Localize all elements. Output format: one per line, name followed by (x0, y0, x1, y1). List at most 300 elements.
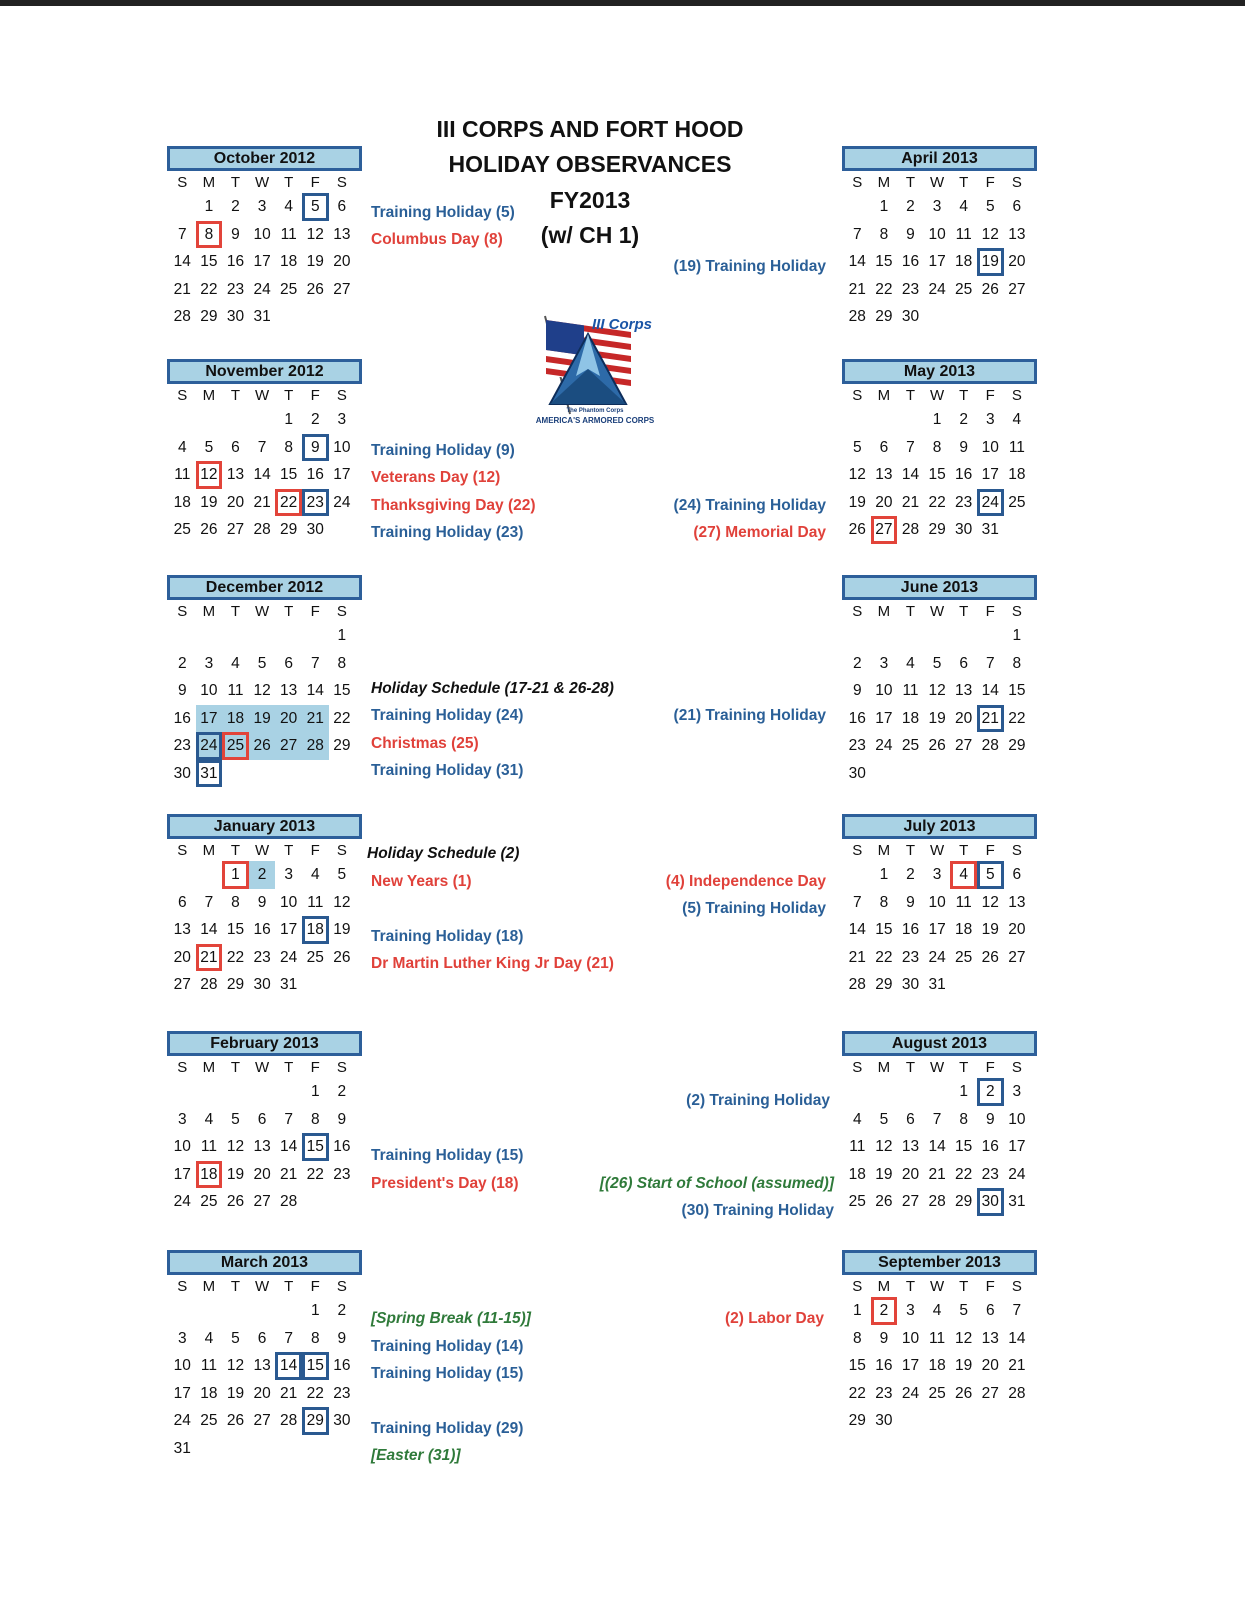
day-grid (842, 406, 1037, 544)
day-cell: 23 (875, 1384, 893, 1402)
month-header: January 2013 (167, 814, 362, 839)
day-cell: 9 (852, 682, 862, 699)
empty-day (924, 622, 951, 650)
weekday-label: T (230, 387, 241, 404)
weekday-label: T (230, 1278, 241, 1295)
day-cell-holiday-schedule: 26 (249, 732, 276, 760)
day-cell: 8 (959, 1110, 968, 1128)
day-cell: 14 (173, 253, 191, 270)
day-cell: 6 (985, 1302, 995, 1319)
month-header: November 2012 (167, 359, 362, 384)
day-cell: 7 (177, 225, 187, 243)
day-cell: 1 (337, 627, 347, 644)
weekday-label: S (336, 174, 347, 191)
month-may-2013 (842, 359, 1037, 544)
note-may-2: (27) Memorial Day (693, 524, 826, 541)
day-cell: 3 (257, 198, 267, 215)
weekday-label: S (1011, 1059, 1022, 1076)
day-cell: 7 (906, 438, 915, 456)
weekday-label: T (905, 1278, 916, 1295)
day-cell: 11 (307, 893, 324, 911)
day-cell: 13 (280, 682, 298, 699)
day-cell: 25 (901, 737, 920, 754)
day-cell-training-holiday: 23 (302, 489, 329, 517)
day-cell: 5 (959, 1302, 968, 1319)
month-header: April 2013 (842, 146, 1037, 171)
day-cell: 27 (173, 976, 191, 993)
weekday-label: S (177, 842, 188, 859)
weekday-row (167, 1058, 362, 1078)
weekday-label: T (959, 387, 969, 404)
day-cell: 6 (959, 654, 968, 672)
day-cell: 29 (955, 1193, 973, 1210)
day-cell: 17 (928, 921, 946, 938)
day-cell: 31 (928, 976, 946, 993)
month-august-2013 (842, 1031, 1037, 1216)
day-cell: 26 (200, 521, 218, 538)
day-cell: 3 (177, 1329, 187, 1347)
day-cell: 1 (1012, 627, 1022, 644)
empty-day (222, 1078, 249, 1106)
empty-day (169, 861, 196, 889)
weekday-row (842, 602, 1037, 622)
day-cell: 14 (848, 921, 866, 938)
empty-day (924, 1078, 951, 1106)
day-cell: 6 (284, 654, 293, 672)
day-cell: 11 (955, 893, 972, 911)
day-cell: 6 (879, 438, 889, 456)
day-cell: 30 (901, 308, 920, 325)
day-cell: 17 (928, 253, 946, 270)
day-grid (842, 1078, 1037, 1216)
weekday-label: M (202, 387, 216, 404)
weekday-label: F (310, 1278, 320, 1295)
day-cell: 20 (981, 1357, 999, 1374)
day-cell: 13 (901, 1138, 920, 1155)
day-cell: 20 (901, 1165, 920, 1183)
day-cell: 19 (226, 1165, 245, 1183)
day-grid (167, 193, 362, 331)
day-cell: 12 (306, 225, 324, 243)
day-cell: 3 (177, 1110, 187, 1128)
note-jan-2: New Years (1) (371, 873, 472, 890)
weekday-label: T (230, 1059, 241, 1076)
day-cell-federal-holiday: 21 (196, 944, 223, 972)
day-cell: 7 (310, 654, 320, 672)
day-cell: 20 (226, 493, 245, 511)
day-cell: 24 (875, 737, 893, 754)
day-cell: 12 (928, 682, 946, 699)
weekday-label: T (230, 174, 241, 191)
month-july-2013 (842, 814, 1037, 999)
day-cell: 4 (204, 1329, 214, 1347)
day-cell: 26 (226, 1412, 245, 1429)
weekday-row (842, 386, 1037, 406)
weekday-label: T (284, 1059, 294, 1076)
day-cell: 16 (848, 709, 866, 727)
empty-day (844, 406, 871, 434)
day-cell: 15 (875, 253, 893, 270)
day-cell: 8 (337, 654, 347, 672)
day-cell: 8 (231, 893, 240, 911)
day-cell: 3 (337, 411, 347, 428)
day-cell-federal-holiday: 25 (222, 732, 249, 760)
weekday-label: F (310, 603, 320, 620)
empty-day (844, 193, 871, 221)
day-cell: 30 (333, 1412, 351, 1429)
weekday-label: M (202, 603, 216, 620)
day-cell: 13 (1008, 225, 1026, 243)
day-cell: 25 (306, 948, 324, 966)
weekday-label: T (230, 842, 241, 859)
weekday-label: W (254, 842, 270, 859)
note-nov-3: Thanksgiving Day (22) (371, 497, 536, 514)
title-line-3: FY2013 (549, 187, 631, 213)
day-cell: 12 (226, 1138, 245, 1155)
weekday-row (167, 602, 362, 622)
day-cell: 9 (906, 893, 915, 911)
day-cell: 15 (333, 682, 351, 699)
empty-day (275, 622, 302, 650)
day-cell: 7 (204, 893, 214, 911)
day-cell: 16 (981, 1138, 999, 1155)
empty-day (169, 193, 196, 221)
day-cell: 11 (902, 682, 919, 699)
day-cell: 19 (928, 709, 946, 727)
day-cell: 6 (257, 1329, 267, 1347)
day-cell: 19 (848, 493, 866, 511)
empty-day (196, 861, 223, 889)
day-cell: 24 (280, 948, 298, 966)
weekday-label: T (905, 1059, 916, 1076)
day-cell: 3 (985, 411, 995, 428)
day-cell: 12 (226, 1357, 245, 1374)
day-cell: 4 (852, 1110, 862, 1128)
weekday-label: F (985, 1278, 995, 1295)
day-grid (167, 1297, 362, 1462)
day-cell: 14 (200, 921, 218, 938)
day-cell: 11 (849, 1138, 866, 1155)
weekday-label: T (284, 387, 294, 404)
weekday-label: S (1011, 1278, 1022, 1295)
day-cell: 26 (981, 948, 999, 966)
day-cell: 29 (280, 521, 298, 538)
day-cell: 2 (906, 198, 915, 215)
day-cell: 24 (901, 1384, 920, 1402)
weekday-label: T (230, 603, 241, 620)
weekday-row (842, 1058, 1037, 1078)
note-dec-1: Holiday Schedule (17-21 & 26-28) (371, 680, 614, 697)
day-cell: 30 (253, 976, 271, 993)
day-cell: 30 (901, 976, 920, 993)
day-cell: 2 (337, 1083, 347, 1100)
day-cell: 10 (875, 682, 893, 699)
weekday-label: M (877, 842, 891, 859)
day-cell: 24 (928, 948, 946, 966)
logo-sub-2: AMERICA'S ARMORED CORPS (535, 416, 655, 425)
empty-day (249, 1297, 276, 1325)
day-cell-training-holiday: 29 (302, 1407, 329, 1435)
day-cell: 7 (932, 1110, 942, 1128)
empty-day (222, 622, 249, 650)
day-cell: 3 (204, 654, 214, 672)
day-cell: 17 (981, 466, 999, 483)
day-cell-federal-holiday: 2 (871, 1297, 898, 1325)
day-cell: 19 (955, 1357, 973, 1374)
day-cell: 4 (906, 654, 915, 672)
weekday-label: S (1011, 842, 1022, 859)
empty-day (897, 406, 924, 434)
empty-day (844, 1078, 871, 1106)
day-cell: 28 (848, 308, 866, 325)
weekday-label: M (202, 1278, 216, 1295)
day-cell: 5 (985, 198, 995, 215)
weekday-label: S (336, 387, 347, 404)
empty-day (196, 622, 223, 650)
day-cell: 1 (932, 411, 942, 428)
day-cell: 12 (981, 893, 999, 911)
note-nov-1: Training Holiday (9) (371, 442, 515, 459)
day-cell: 10 (200, 682, 218, 699)
day-cell: 20 (173, 948, 191, 966)
day-cell: 18 (173, 493, 191, 511)
weekday-label: S (177, 174, 188, 191)
day-cell: 25 (200, 1412, 218, 1429)
day-grid (167, 622, 362, 787)
day-cell: 19 (306, 253, 324, 270)
day-cell: 25 (955, 280, 973, 298)
day-cell-training-holiday: 24 (196, 732, 223, 760)
weekday-label: M (877, 174, 891, 191)
note-jan-1: Holiday Schedule (2) (367, 845, 520, 862)
day-cell: 22 (306, 1384, 324, 1402)
day-cell-training-holiday: 21 (977, 705, 1004, 733)
day-cell: 23 (981, 1165, 999, 1183)
weekday-label: S (177, 387, 188, 404)
day-cell: 26 (306, 280, 324, 298)
month-february-2013 (167, 1031, 362, 1216)
weekday-label: T (284, 603, 294, 620)
day-cell: 15 (875, 921, 893, 938)
day-cell: 29 (226, 976, 245, 993)
weekday-label: T (284, 842, 294, 859)
day-cell: 23 (333, 1165, 351, 1183)
weekday-label: W (929, 174, 945, 191)
note-aug-2: [(26) Start of School (assumed)] (599, 1175, 834, 1192)
day-cell: 28 (981, 737, 999, 754)
weekday-label: F (310, 842, 320, 859)
day-cell-holiday-schedule: 27 (275, 732, 302, 760)
day-cell: 11 (955, 225, 972, 243)
day-cell: 27 (333, 280, 351, 298)
day-cell: 7 (852, 225, 862, 243)
day-cell: 16 (875, 1357, 893, 1374)
day-cell: 20 (875, 493, 893, 511)
weekday-label: S (852, 842, 863, 859)
day-cell: 1 (879, 866, 889, 883)
weekday-label: S (177, 603, 188, 620)
weekday-label: F (985, 603, 995, 620)
weekday-label: S (1011, 603, 1022, 620)
day-cell: 27 (981, 1384, 999, 1402)
weekday-label: W (929, 1059, 945, 1076)
day-cell-holiday-schedule: 20 (275, 705, 302, 733)
empty-day (222, 406, 249, 434)
day-cell: 25 (955, 948, 973, 966)
day-cell: 20 (955, 709, 973, 727)
note-mar-2: Training Holiday (14) (371, 1338, 524, 1355)
month-header: August 2013 (842, 1031, 1037, 1056)
day-cell: 9 (879, 1329, 889, 1347)
day-cell: 28 (280, 1412, 298, 1429)
month-header: May 2013 (842, 359, 1037, 384)
empty-day (871, 1078, 898, 1106)
day-cell: 22 (226, 948, 245, 966)
day-cell-holiday-schedule: 17 (196, 705, 223, 733)
day-cell: 22 (875, 280, 893, 298)
day-cell: 10 (1008, 1110, 1026, 1128)
day-cell: 31 (280, 976, 298, 993)
weekday-label: T (959, 174, 969, 191)
weekday-label: T (959, 603, 969, 620)
day-cell: 6 (337, 198, 347, 215)
day-cell: 23 (848, 737, 866, 754)
day-cell: 27 (1008, 948, 1026, 966)
day-cell: 18 (928, 1357, 946, 1374)
note-mar-4: Training Holiday (29) (371, 1420, 524, 1437)
day-cell: 11 (929, 1329, 946, 1347)
month-header: July 2013 (842, 814, 1037, 839)
empty-day (196, 1297, 223, 1325)
empty-day (844, 861, 871, 889)
day-cell-training-holiday: 2 (977, 1078, 1004, 1106)
day-cell: 1 (879, 198, 889, 215)
day-cell: 3 (932, 866, 942, 883)
day-cell: 1 (284, 411, 293, 428)
day-cell: 13 (955, 682, 973, 699)
note-apr-1: (19) Training Holiday (673, 258, 826, 275)
day-cell: 10 (253, 225, 271, 243)
day-cell: 7 (284, 1110, 293, 1128)
day-cell: 23 (955, 493, 973, 511)
day-cell: 24 (928, 280, 946, 298)
day-cell: 2 (337, 1302, 347, 1319)
day-cell: 4 (177, 438, 187, 456)
month-september-2013 (842, 1250, 1037, 1435)
day-cell: 17 (253, 253, 271, 270)
day-cell: 24 (1008, 1165, 1026, 1183)
day-cell-federal-holiday: 27 (871, 516, 898, 544)
day-cell: 1 (959, 1083, 968, 1100)
day-cell: 8 (284, 438, 293, 456)
day-cell: 23 (901, 948, 920, 966)
day-cell: 15 (928, 466, 946, 483)
day-cell: 1 (852, 1302, 862, 1319)
day-cell: 22 (875, 948, 893, 966)
weekday-label: M (202, 1059, 216, 1076)
day-cell: 26 (875, 1193, 893, 1210)
day-cell: 30 (955, 521, 973, 538)
day-cell: 15 (200, 253, 218, 270)
note-may-1: (24) Training Holiday (673, 497, 826, 514)
day-cell: 26 (928, 737, 946, 754)
day-cell: 26 (226, 1193, 245, 1210)
day-cell-holiday-schedule: 18 (222, 705, 249, 733)
day-cell: 27 (253, 1412, 271, 1429)
day-cell: 18 (1008, 466, 1026, 483)
day-cell-training-holiday: 15 (302, 1133, 329, 1161)
day-cell: 17 (1008, 1138, 1026, 1155)
day-cell: 23 (173, 737, 191, 754)
weekday-label: S (336, 603, 347, 620)
empty-day (871, 622, 898, 650)
empty-day (249, 406, 276, 434)
day-cell: 28 (848, 976, 866, 993)
day-cell: 27 (226, 521, 245, 538)
day-cell: 3 (284, 866, 293, 883)
weekday-label: S (852, 1059, 863, 1076)
day-cell: 15 (280, 466, 298, 483)
title-line-2: HOLIDAY OBSERVANCES (448, 151, 732, 177)
weekday-row (167, 386, 362, 406)
day-cell: 6 (1012, 198, 1022, 215)
note-nov-2: Veterans Day (12) (371, 469, 501, 486)
day-cell: 11 (200, 1138, 217, 1155)
note-jul-2: (5) Training Holiday (682, 900, 826, 917)
weekday-row (842, 1277, 1037, 1297)
day-cell: 10 (928, 225, 946, 243)
day-grid (167, 861, 362, 999)
month-june-2013 (842, 575, 1037, 787)
day-cell: 14 (306, 682, 324, 699)
day-cell: 25 (1008, 493, 1026, 511)
day-cell-federal-holiday: 4 (950, 861, 977, 889)
day-cell: 10 (981, 438, 999, 456)
day-cell: 25 (280, 280, 298, 298)
day-cell-training-holiday: 15 (302, 1352, 329, 1380)
day-cell: 7 (852, 893, 862, 911)
day-cell: 2 (906, 866, 915, 883)
day-cell: 24 (333, 493, 351, 511)
day-cell: 16 (333, 1357, 351, 1374)
day-cell: 9 (231, 225, 240, 243)
weekday-label: S (852, 174, 863, 191)
day-cell: 9 (337, 1110, 347, 1128)
weekday-label: F (310, 387, 320, 404)
day-cell-holiday-schedule: 21 (302, 705, 329, 733)
day-cell: 27 (901, 1193, 920, 1210)
note-aug-1: (2) Training Holiday (686, 1092, 830, 1109)
weekday-row (167, 841, 362, 861)
day-cell: 2 (959, 411, 968, 428)
day-cell: 9 (906, 225, 915, 243)
weekday-label: T (905, 174, 916, 191)
day-cell: 10 (333, 438, 351, 456)
day-cell: 26 (955, 1384, 973, 1402)
day-cell: 6 (257, 1110, 267, 1128)
day-cell: 27 (253, 1193, 271, 1210)
weekday-label: F (310, 1059, 320, 1076)
day-grid (842, 622, 1037, 787)
day-cell: 2 (177, 654, 187, 672)
day-cell: 31 (253, 308, 271, 325)
day-cell: 3 (879, 654, 889, 672)
weekday-label: W (254, 174, 270, 191)
day-cell: 28 (928, 1193, 946, 1210)
day-cell: 9 (337, 1329, 347, 1347)
month-header: October 2012 (167, 146, 362, 171)
day-cell: 30 (173, 764, 191, 782)
